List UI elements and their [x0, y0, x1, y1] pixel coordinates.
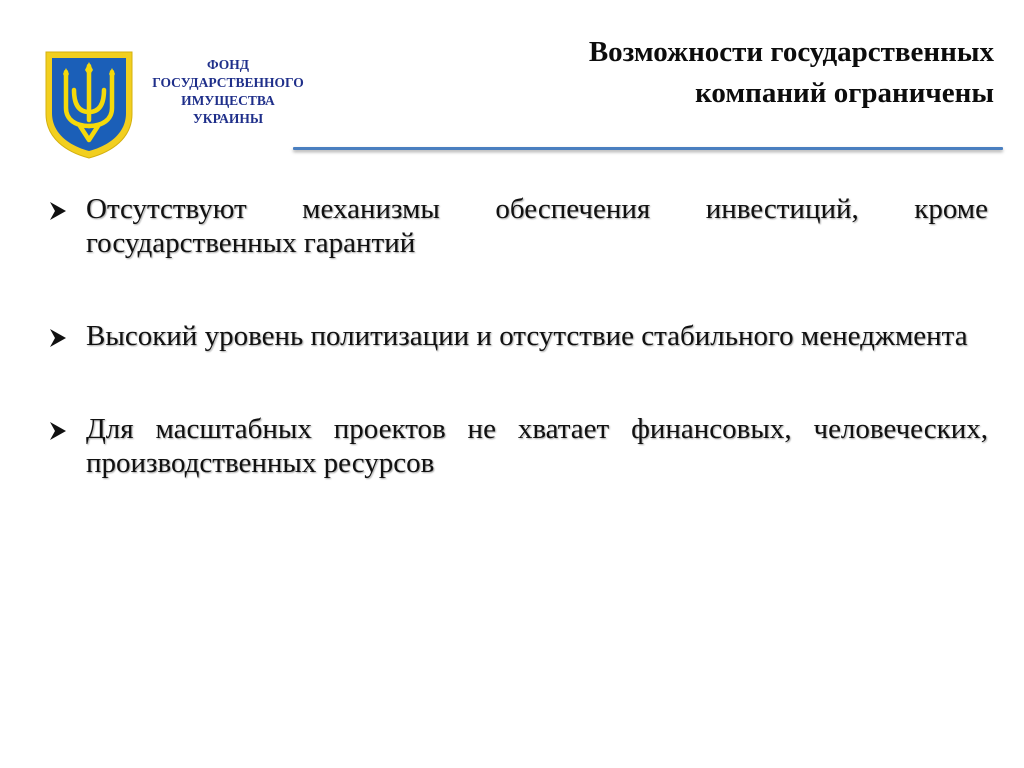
slide-title-line: компаний ограничены [695, 77, 994, 109]
organization-name-line: ФОНД [206, 57, 250, 72]
bullet-text: Отсутствуют механизмы обеспечения инвестиций, кроме государственных гарантий [86, 193, 988, 259]
organization-name [128, 56, 328, 128]
organization-name-line: ИМУЩЕСТВА [181, 93, 275, 108]
bullet-item [46, 319, 988, 353]
organization-name-line: ГОСУДАРСТВЕННОГО [152, 75, 304, 90]
bullet-text: Для масштабных проектов не хватает финансовых, человеческих, производственных ресурсов [86, 413, 988, 479]
arrow-bullet-icon [48, 420, 68, 442]
arrow-bullet-icon [48, 200, 68, 222]
bullet-list [46, 192, 988, 539]
ukraine-trident-emblem-icon [44, 50, 134, 160]
bullet-item [46, 192, 988, 260]
slide-title [474, 32, 994, 114]
bullet-text: Высокий уровень политизации и отсутствие стабильного менеджмента [86, 320, 968, 352]
bullet-item [46, 412, 988, 480]
title-underline-divider [293, 147, 1003, 150]
arrow-bullet-icon [48, 327, 68, 349]
slide-title-line: Возможности государственных [588, 36, 994, 68]
organization-name-line: УКРАИНЫ [192, 111, 264, 126]
